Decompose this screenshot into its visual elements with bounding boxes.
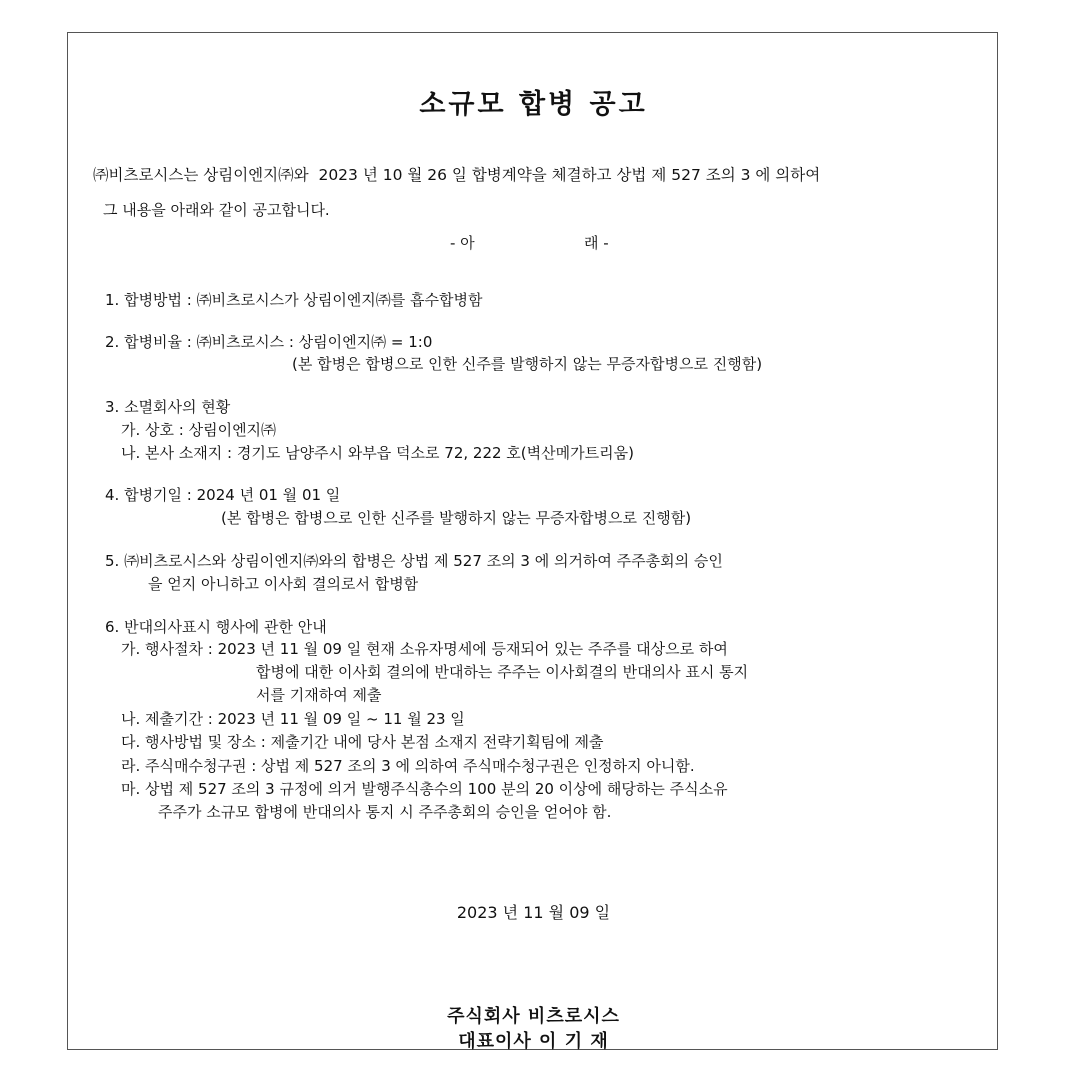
item-3-heading: 3. 소멸회사의 현황 <box>105 398 231 416</box>
item-6-ga-line-3: 서를 기재하여 제출 <box>256 686 382 704</box>
item-2-note: (본 합병은 합병으로 인한 신주를 발행하지 않는 무증자합병으로 진행함) <box>292 355 763 373</box>
item-6-ma-line-2: 주주가 소규모 합병에 반대의사 통지 시 주주총회의 승인을 얻어야 함. <box>158 803 612 821</box>
item-4-merger-date: 4. 합병기일 : 2024 년 01 월 01 일 <box>105 486 341 504</box>
item-3-address: 나. 본사 소재지 : 경기도 남양주시 와부읍 덕소로 72, 222 호(벽산메가트리움) <box>121 444 634 462</box>
item-6-ma-line-1: 마. 상법 제 527 조의 3 규정에 의거 발행주식총수의 100 분의 20 이상에 해당하는 주식소유 <box>121 780 728 798</box>
item-6-na-period: 나. 제출기간 : 2023 년 11 월 09 일 ~ 11 월 23 일 <box>121 710 465 728</box>
item-5-line-1: 5. ㈜비츠로시스와 상림이엔지㈜와의 합병은 상법 제 527 조의 3 에 의거하여 주주총회의 승인 <box>105 552 723 570</box>
notice-date: 2023 년 11 월 09 일 <box>456 903 611 922</box>
item-5-line-2: 을 얻지 아니하고 이사회 결의로서 합병함 <box>148 575 419 593</box>
document-title: 소규모 합병 공고 <box>419 89 648 120</box>
item-6-da-method: 다. 행사방법 및 장소 : 제출기간 내에 당사 본점 소재지 전략기획팀에 제출 <box>121 733 604 751</box>
intro-line-2: 그 내용을 아래와 같이 공고합니다. <box>103 201 330 219</box>
item-6-heading: 6. 반대의사표시 행사에 관한 안내 <box>105 618 327 636</box>
item-4-note: (본 합병은 합병으로 인한 신주를 발행하지 않는 무증자합병으로 진행함) <box>221 509 692 527</box>
item-6-ra-appraisal-right: 라. 주식매수청구권 : 상법 제 527 조의 3 에 의하여 주식매수청구권은 인정하지 아니함. <box>121 757 695 775</box>
below-heading-right: 래 - <box>584 234 609 252</box>
item-6-ga-line-2: 합병에 대한 이사회 결의에 반대하는 주주는 이사회결의 반대의사 표시 통지 <box>256 663 749 681</box>
item-2-merger-ratio: 2. 합병비율 : ㈜비츠로시스 : 상림이엔지㈜ = 1:0 <box>105 333 433 351</box>
company-name: 주식회사 비츠로시스 <box>447 1006 620 1027</box>
item-6-ga-line-1: 가. 행사절차 : 2023 년 11 월 09 일 현재 소유자명세에 등재되어 있는 주주를 대상으로 하여 <box>121 640 728 658</box>
intro-line-1: ㈜비츠로시스는 상림이엔지㈜와 2023 년 10 월 26 일 합병계약을 체결하고 상법 제 527 조의 3 에 의하여 <box>93 166 821 184</box>
below-heading-left: - 아 <box>450 234 475 252</box>
item-3-company-name: 가. 상호 : 상림이엔지㈜ <box>121 421 277 439</box>
document-frame <box>67 32 998 1050</box>
item-1-merger-method: 1. 합병방법 : ㈜비츠로시스가 상림이엔지㈜를 흡수합병함 <box>105 291 483 309</box>
ceo-name: 대표이사 이 기 재 <box>458 1031 609 1052</box>
